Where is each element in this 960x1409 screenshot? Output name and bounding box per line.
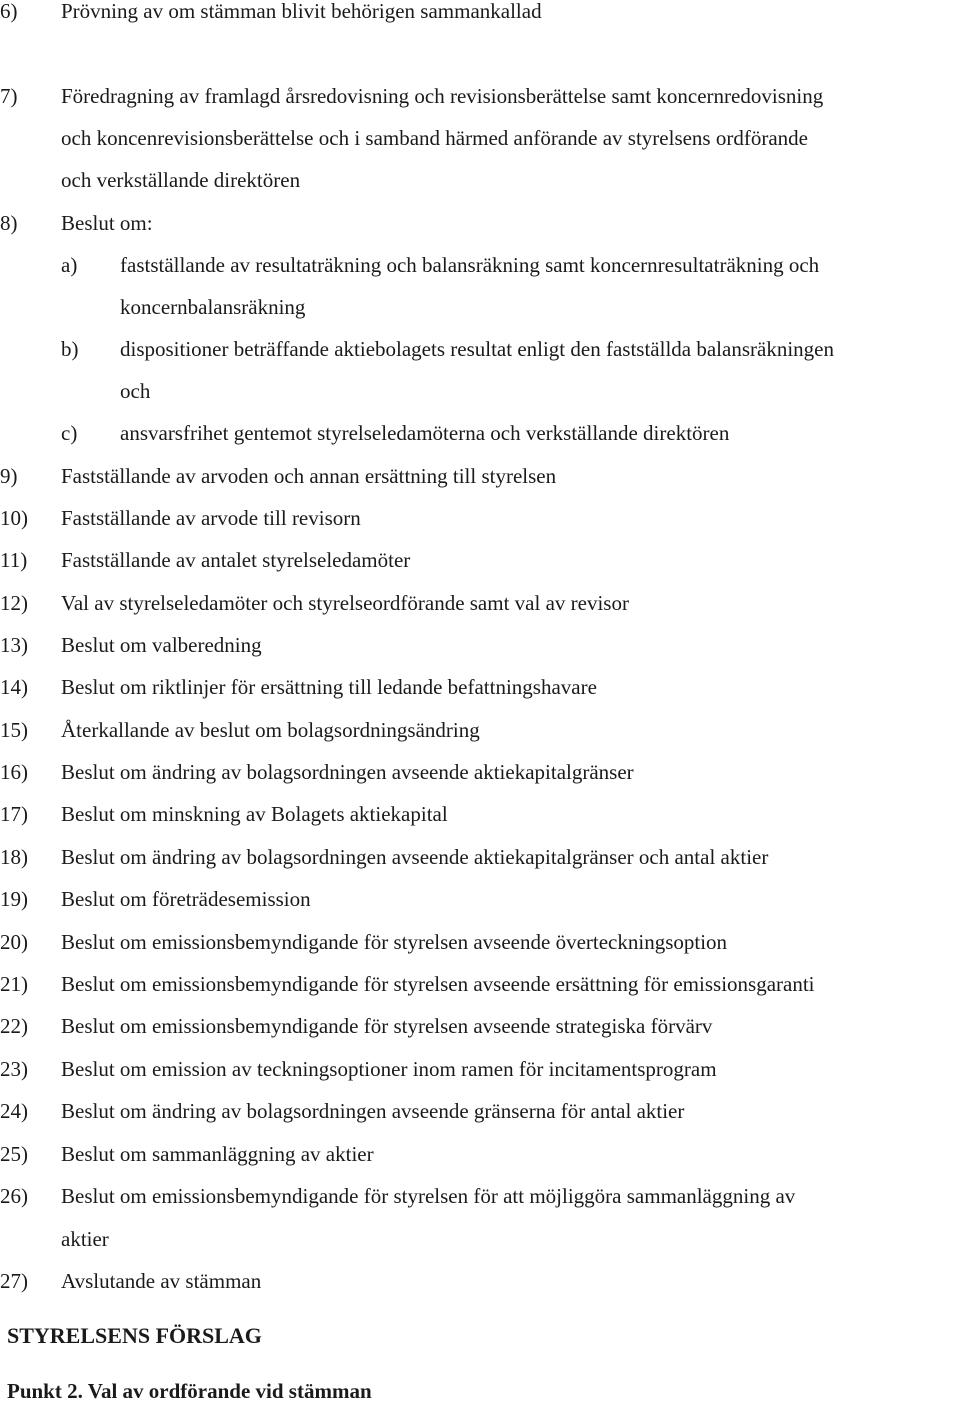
item-number: 16) [0,760,28,784]
item-number: 22) [0,1014,28,1038]
item-number: 19) [0,887,28,911]
agenda-item-25 [0,1136,960,1172]
agenda-item-22 [0,1008,960,1044]
item-text: och koncenrevisionsberättelse och i samband härmed anförande av styrelsens ordförande [61,126,808,150]
item-number: 15) [0,718,28,742]
agenda-item-7-continuation [0,120,960,156]
item-text: Fastställande av antalet styrelseledamöter [61,548,411,572]
agenda-item-7 [0,78,960,114]
item-text: Avslutande av stämman [61,1269,262,1293]
subitem-text: ansvarsfrihet gentemot styrelseledamöterna och verkställande direktören [120,421,730,445]
item-number: 6) [0,0,18,23]
item-number: 18) [0,845,28,869]
item-number: 20) [0,930,28,954]
agenda-item-27 [0,1263,960,1299]
agenda-item-19 [0,881,960,917]
item-number: 27) [0,1269,28,1293]
item-text: Beslut om emissionsbemyndigande för styrelsen avseende strategiska förvärv [61,1014,713,1038]
item-text: Fastställande av arvoden och annan ersättning till styrelsen [61,464,557,488]
agenda-item-16 [0,754,960,790]
item-number: 14) [0,675,28,699]
subitem-text: koncernbalansräkning [120,295,306,319]
item-number: 26) [0,1184,28,1208]
item-text: Beslut om emissionsbemyndigande för styrelsen för att möjliggöra sammanläggning av [61,1184,796,1208]
subitem-letter: a) [61,253,78,277]
item-number: 23) [0,1057,28,1081]
item-text: Beslut om ändring av bolagsordningen avseende aktiekapitalgränser [61,760,634,784]
agenda-item-7-continuation [0,162,960,198]
item-text: Beslut om sammanläggning av aktier [61,1142,374,1166]
item-text: Prövning av om stämman blivit behörigen sammankallad [61,0,542,23]
item-text: Föredragning av framlagd årsredovisning och revisionsberättelse samt koncernredovisning [61,84,824,108]
item-number: 24) [0,1099,28,1123]
subitem-letter: c) [61,421,78,445]
item-number: 21) [0,972,28,996]
agenda-subitem-a-continuation [0,289,960,325]
item-number: 17) [0,802,28,826]
item-text: Fastställande av arvode till revisorn [61,506,361,530]
item-text: aktier [61,1227,109,1251]
item-text: Beslut om riktlinjer för ersättning till ledande befattningshavare [61,675,597,699]
item-text: Återkallande av beslut om bolagsordningsändring [61,718,480,742]
item-text: Beslut om företrädesemission [61,887,311,911]
agenda-item-13 [0,627,960,663]
subitem-text: dispositioner beträffande aktiebolagets resultat enligt den fastställda balansräkningen [120,337,834,361]
item-number: 10) [0,506,28,530]
agenda-item-20 [0,924,960,960]
agenda-subitem-a [0,247,960,283]
subitem-text: och [120,379,151,403]
agenda-item-14 [0,669,960,705]
agenda-item-23 [0,1051,960,1087]
item-text: Val av styrelseledamöter och styrelseordförande samt val av revisor [61,591,629,615]
item-text: Beslut om emissionsbemyndigande för styrelsen avseende överteckningsoption [61,930,728,954]
agenda-item-26-continuation [0,1221,960,1257]
agenda-item-15 [0,712,960,748]
item-text: Beslut om emission av teckningsoptioner inom ramen för incitamentsprogram [61,1057,717,1081]
agenda-item-24 [0,1093,960,1129]
agenda-item-9 [0,458,960,494]
item-number: 13) [0,633,28,657]
agenda-item-8 [0,205,960,241]
item-text: Beslut om ändring av bolagsordningen avseende gränserna för antal aktier [61,1099,685,1123]
item-number: 7) [0,84,18,108]
agenda-item-26 [0,1178,960,1214]
item-text: Beslut om minskning av Bolagets aktiekapital [61,802,448,826]
item-number: 8) [0,211,18,235]
item-text: Beslut om valberedning [61,633,262,657]
agenda-item-11 [0,542,960,578]
agenda-subitem-b [0,331,960,367]
agenda-item-10 [0,500,960,536]
agenda-item-21 [0,966,960,1002]
item-text: Beslut om emissionsbemyndigande för styrelsen avseende ersättning för emissionsgaranti [61,972,815,996]
agenda-item-17 [0,796,960,832]
subitem-letter: b) [61,337,79,361]
agenda-subitem-c [0,415,960,451]
subitem-text: fastställande av resultaträkning och balansräkning samt koncernresultaträkning och [120,253,820,277]
item-number: 9) [0,464,18,488]
agenda-item-18 [0,839,960,875]
item-number: 11) [0,548,28,572]
section-subheading: Punkt 2. Val av ordförande vid stämman [7,1379,372,1403]
item-text: Beslut om ändring av bolagsordningen avseende aktiekapitalgränser och antal aktier [61,845,769,869]
agenda-item-6 [0,0,960,29]
agenda-subitem-b-continuation [0,373,960,409]
section-heading: STYRELSENS FÖRSLAG [7,1323,262,1348]
item-text: och verkställande direktören [61,168,301,192]
item-number: 25) [0,1142,28,1166]
item-number: 12) [0,591,28,615]
item-text: Beslut om: [61,211,153,235]
agenda-item-12 [0,585,960,621]
